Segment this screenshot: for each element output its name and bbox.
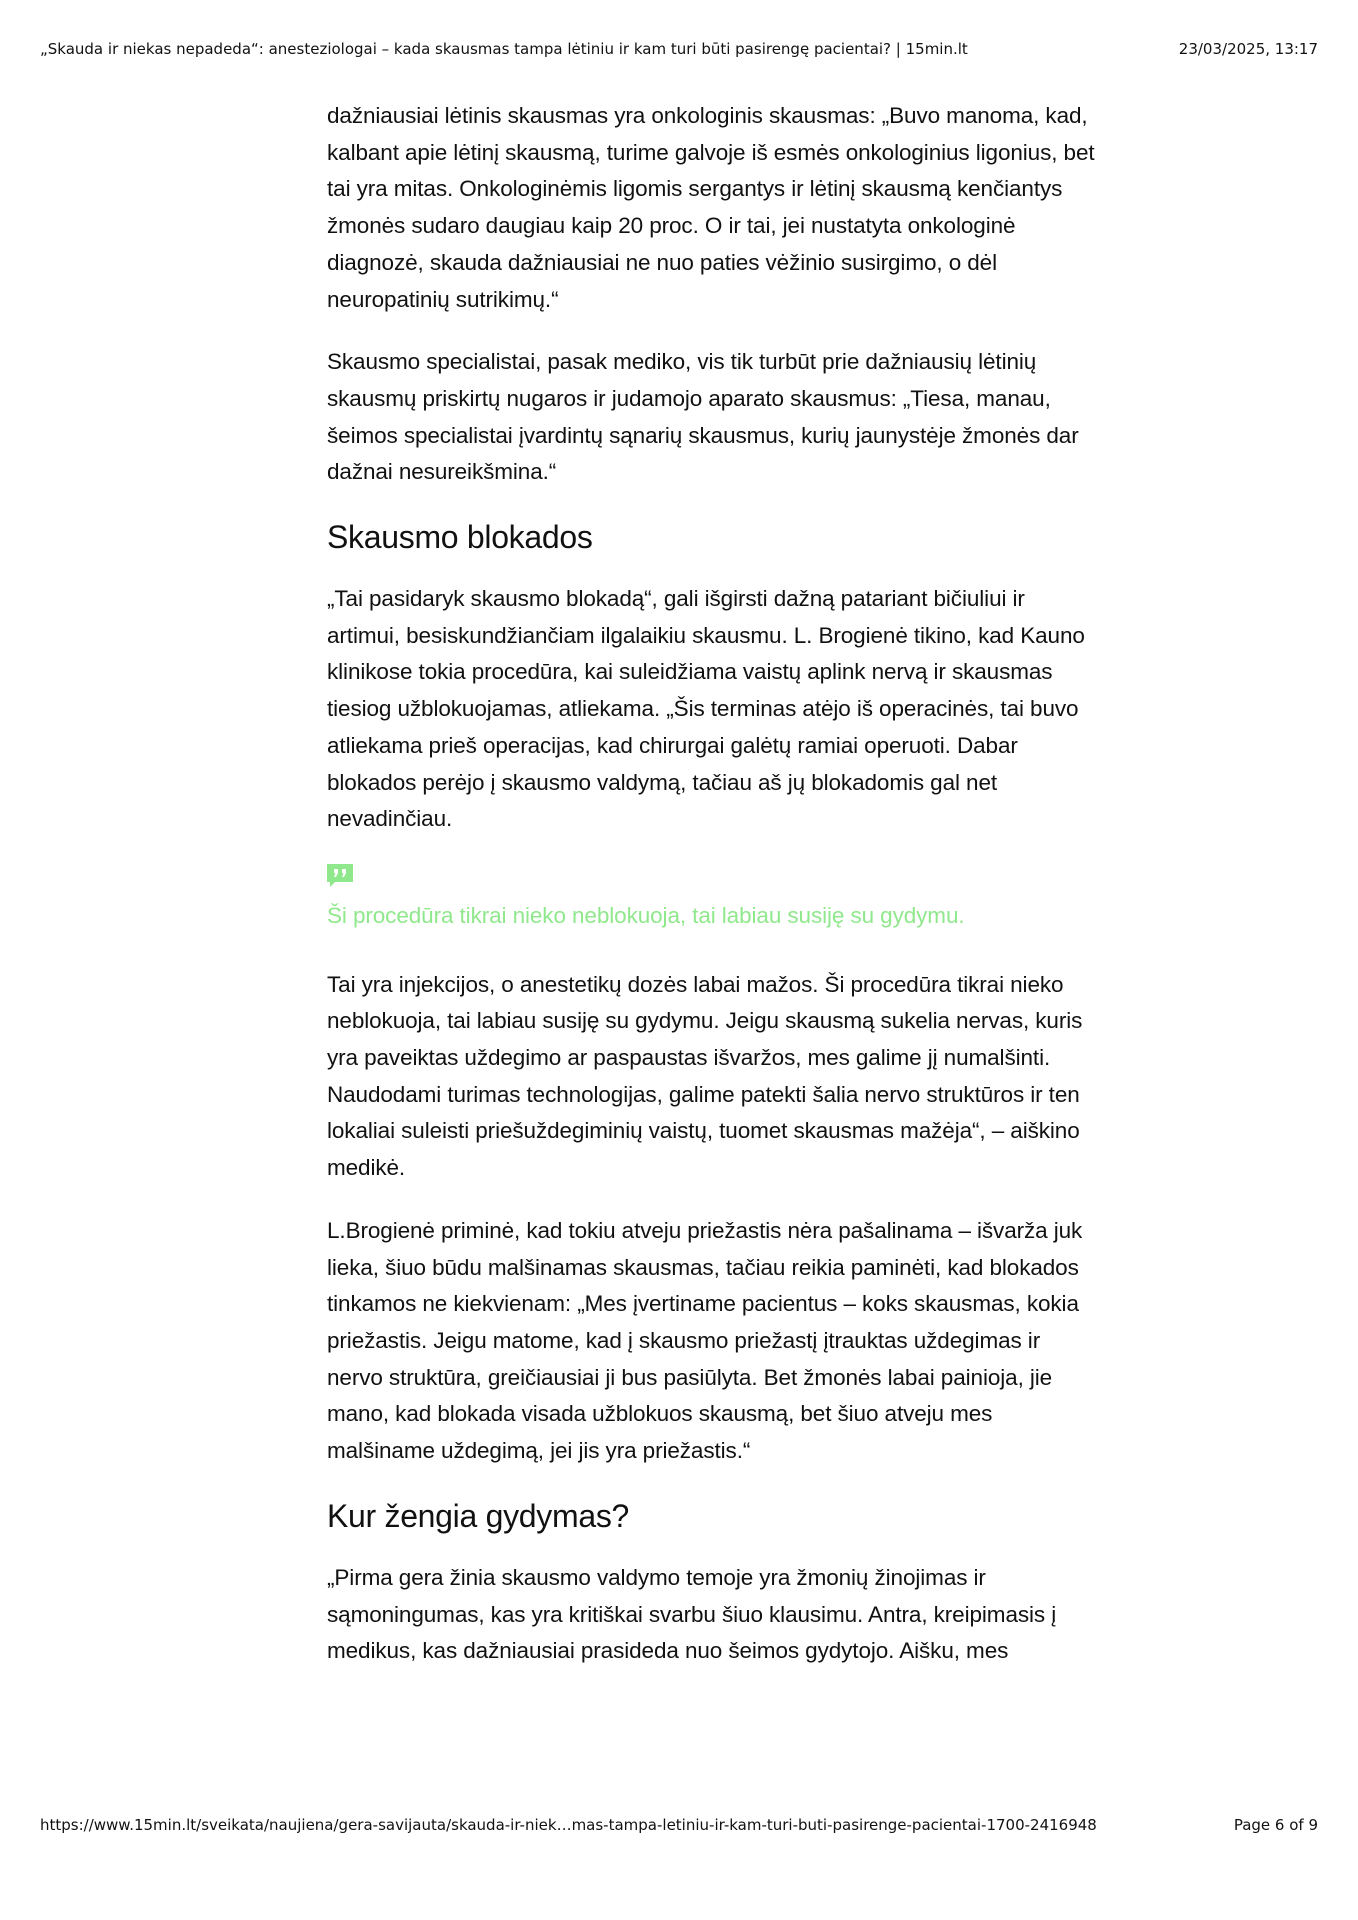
section-heading: Skausmo blokados [327,519,593,556]
section-heading: Kur žengia gydymas? [327,1497,630,1534]
page-number: Page 6 of 9 [1233,1816,1318,1834]
article-paragraph: L.Brogienė priminė, kad tokiu atveju priežastis nėra pašalinama – išvarža juk lieka, šiuo būdu malšinamas skausmas, tačiau reikia paminėti, kad blokados tinkamos ne kiekvienam: „Mes įvertiname pacientus – koks skausmas, kokia priežastis. Jeigu matome, kad į skausmo priežastį įtrauktas uždegimas ir nervo struktūra, greičiausiai ji bus pasiūlyta. Bet žmonės labai painioja, jie mano, kad blokada visada užblokuos skausmą, bet šiuo atveju mes malšiname uždegimą, jei jis yra priežastis.“ [327,1217,1083,1464]
print-header [40,40,1318,58]
article-paragraph: „Pirma gera žinia skausmo valdymo temoje yra žmonių žinojimas ir sąmoningumas, kas yra kritiškai svarbu šiuo klausimu. Antra, kreipimasis į medikus, kas dažniausiai prasideda nuo šeimos gydytojo. Aišku, mes [327,1564,1057,1664]
pull-quote-text: Ši procedūra tikrai nieko neblokuoja, tai labiau susiję su gydymu. [327,902,965,928]
article-paragraph: Tai yra injekcijos, o anestetikų dozės labai mažos. Ši procedūra tikrai nieko neblokuoja, tai labiau susiję su gydymu. Jeigu skausmą sukelia nervas, kuris yra paveiktas uždegimo ar paspaustas išvaržos, mes galime jį numalšinti. Naudodami turimas technologijas, galime patekti šalia nervo struktūros ir ten lokaliai suleisti priešuždegiminių vaistų, tuomet skausmas mažėja“, – aiškino medikė. [327,971,1083,1181]
quote-icon [327,864,353,888]
print-datetime: 23/03/2025, 13:17 [1178,40,1318,58]
article-paragraph: dažniausiai lėtinis skausmas yra onkologinis skausmas: „Buvo manoma, kad, kalbant apie lėtinį skausmą, turime galvoje iš esmės onkologinius ligonius, bet tai yra mitas. Onkologinėmis ligomis sergantys ir lėtinį skausmą kenčiantys žmonės sudaro daugiau kaip 20 proc. O ir tai, jei nustatyta onkologinė diagnozė, skauda dažniausiai ne nuo paties vėžinio susirgimo, o dėl neuropatinių sutrikimų.“ [327,103,1095,312]
document-title: „Skauda ir niekas nepadeda“: anesteziologai – kada skausmas tampa lėtiniu ir kam turi būti pasirengę pacientai? | 15min.lt [40,40,968,58]
pull-quote [327,864,1102,935]
article-paragraph: „Tai pasidaryk skausmo blokadą“, gali išgirsti dažną patariant bičiuliui ir artimui, besiskundžiančiam ilgalaikiu skausmu. L. Brogienė tikino, kad Kauno klinikose tokia procedūra, kai suleidžiama vaistų aplink nervą ir skausmas tiesiog užblokuojamas, atliekama. „Šis terminas atėjo iš operacinės, tai buvo atliekama prieš operacijas, kad chirurgai galėtų ramiai operuoti. Dabar blokados perėjo į skausmo valdymą, tačiau aš jų blokadomis gal net nevadinčiau. [327,586,1085,832]
page-url: https://www.15min.lt/sveikata/naujiena/gera-savijauta/skauda-ir-niek…mas-tampa-letiniu-ir-kam-turi-buti-pasirenge-pacientai-1700-2416948 [40,1816,1097,1834]
article-paragraph: Skausmo specialistai, pasak mediko, vis tik turbūt prie dažniausių lėtinių skausmų priskirtų nugaros ir judamojo aparato skausmus: „Tiesa, manau, šeimos specialistai įvardintų sąnarių skausmus, kurių jaunystėje žmonės dar dažnai nesureikšmina.“ [327,349,1079,485]
article-body [327,98,1102,1696]
print-footer [40,1816,1318,1834]
